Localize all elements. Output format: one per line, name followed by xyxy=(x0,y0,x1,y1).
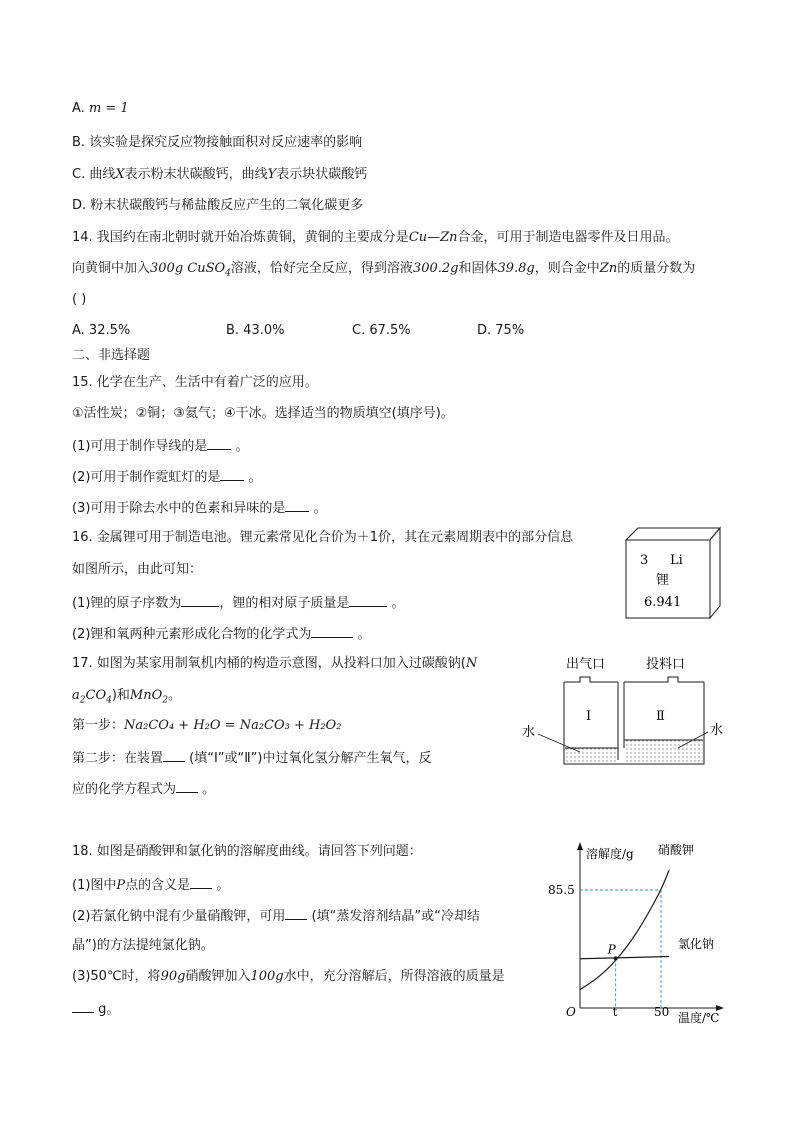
y-axis-label: 溶解度/g xyxy=(586,847,634,861)
subscript: 4 xyxy=(225,268,231,279)
q17-line1 xyxy=(72,654,477,674)
series-group xyxy=(580,870,669,990)
option-d: D. 粉末状碳酸钙与稀盐酸反应产生的二氧化碳更多 xyxy=(72,198,364,213)
q14-option-c: C. 67.5% xyxy=(352,323,411,338)
subscript: 2 xyxy=(162,695,168,706)
tile-top xyxy=(626,528,720,540)
text: C. 曲线 xyxy=(72,167,116,182)
text: 合金，可用于制造电器零件及日用品。 xyxy=(457,230,679,245)
q16-line1: 16. 金属锂可用于制造电池。锂元素常见化合价为＋1价，其在元素周期表中的部分信息 xyxy=(72,530,574,545)
text: (2)可用于制作霓虹灯的是 xyxy=(72,470,221,485)
option-label: A. xyxy=(72,101,89,116)
oxygen-machine-diagram xyxy=(518,652,728,772)
text: 。 xyxy=(309,501,327,516)
text: (填“蒸发溶剂结晶”或“冷却结 xyxy=(307,909,480,924)
text: 向黄铜中加入 xyxy=(72,261,151,276)
text: ，锂的相对原子质量是 xyxy=(219,596,350,611)
atomic-mass: 6.941 xyxy=(644,595,682,610)
text: 溶液，恰好完全反应，得到溶液 xyxy=(230,261,413,276)
element-tile xyxy=(622,524,722,622)
inlet-nozzle xyxy=(624,677,704,682)
x-tick-label-t: t xyxy=(612,1005,618,1019)
answer-blank xyxy=(207,435,231,450)
q17-step2-cont xyxy=(72,778,215,800)
answer-blank xyxy=(163,747,185,762)
formula: 300.2g xyxy=(412,261,459,276)
formula: a xyxy=(72,688,80,703)
var-y: Y xyxy=(267,167,277,182)
answer-blank xyxy=(220,466,244,481)
q16-line2: 如图所示，由此可知： xyxy=(72,562,203,577)
text: 17. 如图为某家用制氧机内桶的构造示意图，从投料口加入过碳酸钠( xyxy=(72,656,466,671)
text: 。 xyxy=(387,596,405,611)
text: (填“Ⅰ”或“Ⅱ”)中过氧化氢分解产生氧气，反 xyxy=(185,751,432,766)
q18-sub1 xyxy=(72,874,229,896)
text: 。 xyxy=(198,782,216,797)
text: (1)可用于制作导线的是 xyxy=(72,439,208,454)
origin-label: O xyxy=(566,1005,576,1019)
outlet-nozzle xyxy=(564,677,618,682)
text: 。 xyxy=(353,627,371,642)
q17-step2 xyxy=(72,747,431,769)
series-line-kno3 xyxy=(580,870,669,990)
point-p-label: P xyxy=(607,942,616,957)
guide-lines xyxy=(580,890,661,1008)
series-line-nacl xyxy=(580,957,669,959)
text: 。 xyxy=(244,470,262,485)
point-var: P xyxy=(116,878,126,893)
q18-sub3-cont xyxy=(72,998,119,1020)
q15-stem: 15. 化学在生产、生活中有着广泛的应用。 xyxy=(72,375,318,390)
answer-blank xyxy=(181,592,219,607)
q15-sub3 xyxy=(72,497,327,519)
text: 14. 我国约在南北朝时就开始冶炼黄铜，黄铜的主要成分是 xyxy=(72,230,409,245)
answer-blank xyxy=(349,592,387,607)
option-a xyxy=(72,99,129,119)
formula: 300g CuSO xyxy=(150,261,226,276)
x-axis-label: 温度/℃ xyxy=(678,1011,720,1025)
text: 第二步：在装置 xyxy=(72,751,164,766)
inlet-label: 投料口 xyxy=(646,657,686,672)
answer-blank xyxy=(72,998,94,1013)
text: (2)若氯化钠中混有少量硝酸钾，可用 xyxy=(72,909,286,924)
option-b: B. 该实验是探究反应物接触面积对反应速率的影响 xyxy=(72,135,363,150)
q18-sub2 xyxy=(72,905,480,927)
text: (1)锂的原子序数为 xyxy=(72,596,182,611)
q14-paren: ( ) xyxy=(72,292,87,307)
point-p xyxy=(614,956,618,960)
text: 。 xyxy=(212,878,230,893)
text: 第一步： xyxy=(72,718,125,733)
q15-sub2 xyxy=(72,466,262,488)
formula: CO xyxy=(85,688,107,703)
q15-sub1 xyxy=(72,435,249,457)
water-label-left: 水 xyxy=(522,725,536,740)
formula: N xyxy=(465,656,478,671)
answer-blank xyxy=(176,778,198,793)
x-tick-label-50: 50 xyxy=(654,1005,670,1019)
water-label-right: 水 xyxy=(710,723,724,738)
answer-blank xyxy=(190,874,212,889)
q17-step1 xyxy=(72,716,341,736)
section-title: 二、非选择题 xyxy=(72,348,151,363)
text: (1)图中 xyxy=(72,878,117,893)
answer-blank xyxy=(285,497,309,512)
chamber-2-label: Ⅱ xyxy=(656,709,665,724)
atomic-number: 3 xyxy=(640,553,649,568)
math-expression: m = 1 xyxy=(88,101,129,116)
formula: 39.8g xyxy=(497,261,535,276)
y-axis-arrow xyxy=(577,842,583,850)
solubility-chart xyxy=(548,836,740,1026)
text: (2)锂和氧两种元素形成化合物的化学式为 xyxy=(72,627,312,642)
formula: 100g xyxy=(250,969,284,984)
series-label-nacl: 氯化钠 xyxy=(678,937,715,951)
answer-blank xyxy=(311,623,353,638)
q18-sub3 xyxy=(72,967,505,987)
text: 硝酸钾加入 xyxy=(185,969,251,984)
text: 和固体 xyxy=(458,261,498,276)
text: 点的含义是 xyxy=(125,878,191,893)
q18-stem: 18. 如图是硝酸钾和氯化钠的溶解度曲线。请回答下列问题： xyxy=(72,844,422,859)
subscript: 4 xyxy=(106,695,112,706)
option-c xyxy=(72,165,367,185)
equation: Na₂CO₄ + H₂O = Na₂CO₃ + H₂O₂ xyxy=(124,718,342,733)
element-symbol: Li xyxy=(670,553,683,568)
q16-sub2 xyxy=(72,623,371,645)
text: 的质量分数为 xyxy=(617,261,696,276)
text: g。 xyxy=(94,1002,120,1017)
answer-blank xyxy=(285,905,307,920)
leader-line xyxy=(538,734,580,752)
chamber-1-label: Ⅰ xyxy=(586,709,592,724)
formula: 90g xyxy=(160,969,186,984)
text: ，则合金中 xyxy=(534,261,600,276)
text: (3)50℃时，将 xyxy=(72,969,161,984)
text: 水中，充分溶解后，所得溶液的质量是 xyxy=(283,969,505,984)
q15-choices: ①活性炭；②铜；③氦气；④干冰。选择适当的物质填空(填序号)。 xyxy=(72,406,454,421)
subscript: 2 xyxy=(79,695,86,706)
formula: MnO xyxy=(129,688,163,703)
var-x: X xyxy=(115,167,125,182)
y-tick-label: 85.5 xyxy=(548,883,575,898)
q16-sub1 xyxy=(72,592,405,614)
outlet-label: 出气口 xyxy=(566,657,606,672)
water-left xyxy=(565,748,618,763)
text: 表示粉末状碳酸钙，曲线 xyxy=(124,167,268,182)
q14-option-b: B. 43.0% xyxy=(226,323,285,338)
tile-side xyxy=(710,528,720,618)
text: )和 xyxy=(111,688,130,703)
text: 应的化学方程式为 xyxy=(72,782,177,797)
text: 表示块状碳酸钙 xyxy=(276,167,368,182)
element-name: 锂 xyxy=(656,573,670,588)
text: 。 xyxy=(231,439,249,454)
q14-option-a: A. 32.5% xyxy=(72,323,131,338)
water-right xyxy=(624,740,703,763)
q14-option-d: D. 75% xyxy=(477,323,525,338)
formula: Cu—Zn xyxy=(408,230,458,245)
series-label-kno3: 硝酸钾 xyxy=(658,843,695,857)
formula: Zn xyxy=(599,261,618,276)
q17-line2 xyxy=(72,686,181,711)
q14-line2 xyxy=(72,259,695,284)
text: (3)可用于除去水中的色素和异味的是 xyxy=(72,501,286,516)
q14-line1 xyxy=(72,228,679,248)
text: 。 xyxy=(168,688,182,703)
q18-sub2-cont: 晶”)的方法提纯氯化钠。 xyxy=(72,938,214,953)
